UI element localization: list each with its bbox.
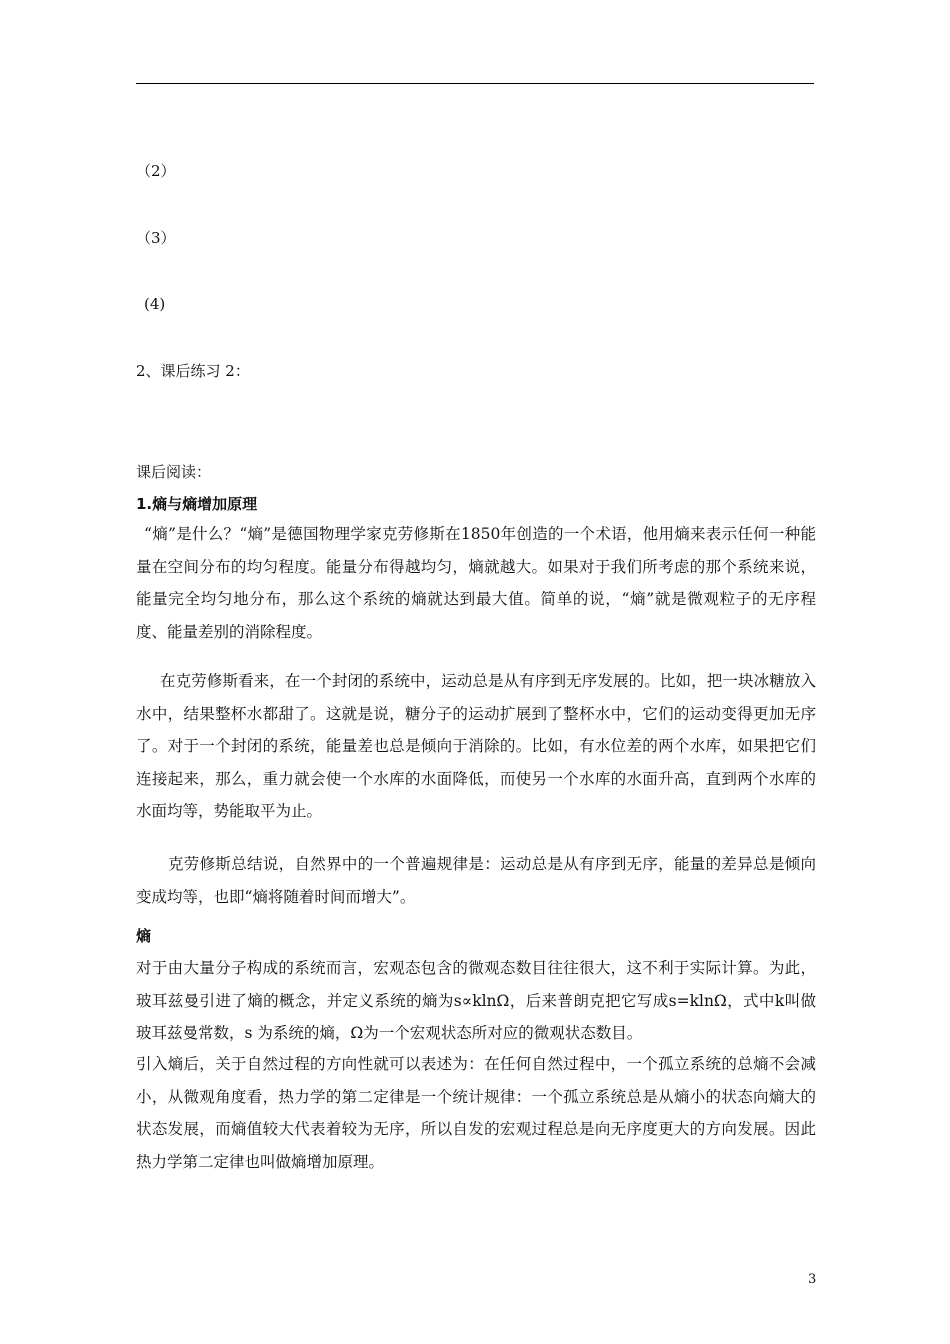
homework-heading: 2、课后练习 2： [136,362,250,380]
exercise-item-3: （3） [136,229,176,247]
section1-title: 1.熵与熵增加原理 [136,495,258,513]
header-rule [136,83,814,84]
paragraph-second-law: 引入熵后，关于自然过程的方向性就可以表述为：在任何自然过程中，一个孤立系统的总熵不会减小，从微观角度看，热力学的第二定律是一个统计规律：一个孤立系统总是从熵小的状态向熵大的状态发展，而熵值较大代表着较为无序，所以自发的宏观过程总是向无序度更大的方向发展。因此热力学第二定律也叫做熵增加原理。 [136,1055,816,1171]
paragraph-clausius-summary: 克劳修斯总结说，自然界中的一个普遍规律是：运动总是从有序到无序，能量的差异总是倾向变成均等，也即“熵将随着时间而增大”。 [136,855,816,906]
section2-title: 熵 [136,927,152,945]
reading-label: 课后阅读： [136,463,212,481]
paragraph-entropy-definition: “熵”是什么？“熵”是德国物理学家克劳修斯在1850年创造的一个术语，他用熵来表示任何一种能量在空间分布的均匀程度。能量分布得越均匀，熵就越大。如果对于我们所考虑的那个系统来说，能量完全均匀地分布，那么这个系统的熵就达到最大值。简单的说，“熵”就是微观粒子的无序程度、能量差别的消除程度。 [136,525,816,641]
exercise-item-4: (4) [144,295,166,313]
paragraph-boltzmann-entropy: 对于由大量分子构成的系统而言，宏观态包含的微观态数目往往很大，这不利于实际计算。为此，玻耳兹曼引进了熵的概念，并定义系统的熵为s∝klnΩ，后来普朗克把它写成s=klnΩ，式中k叫做玻耳兹曼常数，s 为系统的熵，Ω为一个宏观状态所对应的微观状态数目。 [136,959,816,1042]
page-number: 3 [808,1272,817,1287]
exercise-item-2: （2） [136,162,176,180]
paragraph-clausius-view: 在克劳修斯看来，在一个封闭的系统中，运动总是从有序到无序发展的。比如，把一块冰糖放入水中，结果整杯水都甜了。这就是说，糖分子的运动扩展到了整杯水中，它们的运动变得更加无序了。对于一个封闭的系统，能量差也总是倾向于消除的。比如，有水位差的两个水库，如果把它们连接起来，那么，重力就会使一个水库的水面降低，而使另一个水库的水面升高，直到两个水库的水面均等，势能取平为止。 [136,672,816,820]
